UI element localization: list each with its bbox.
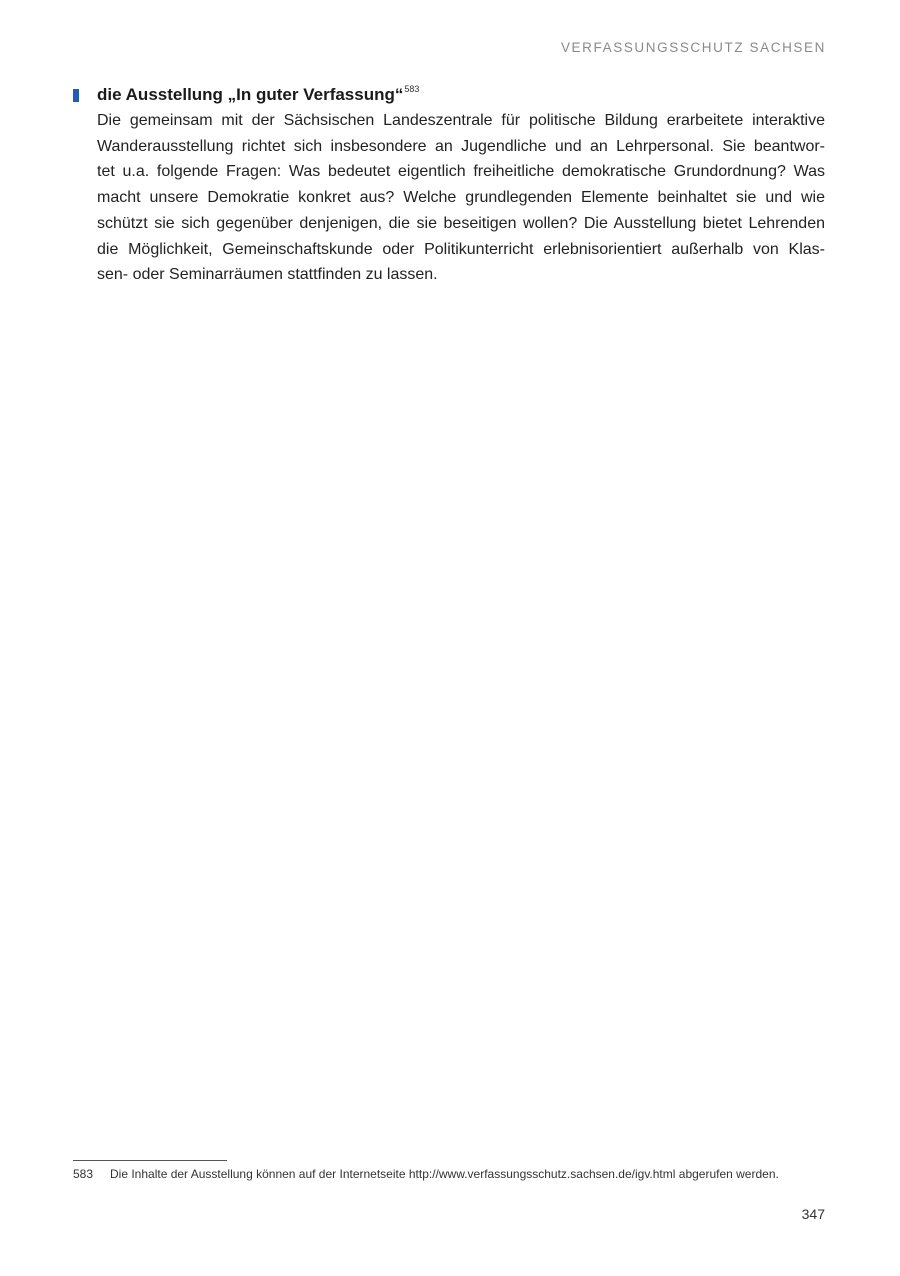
footnote-text: Die Inhalte der Ausstellung können auf der Internetseite http://www.verfassungsschutz.sachsen.de/igv.html abgerufen werden.: [110, 1167, 779, 1181]
footnote-divider: [73, 1160, 227, 1161]
body-line: Die gemeinsam mit der Sächsischen Landeszentrale für politische Bildung erarbeitete interaktive: [97, 112, 825, 129]
page-number: 347: [801, 1206, 825, 1222]
bullet-marker: [73, 89, 79, 102]
body-line: schützt sie sich gegenüber denjenigen, die sie beseitigen wollen? Die Ausstellung bietet Lehrenden: [97, 214, 825, 232]
body-paragraph: [97, 108, 825, 288]
footnote-number: 583: [73, 1167, 94, 1181]
body-line: die Möglichkeit, Gemeinschaftskunde oder Politikunterricht erlebnisorientiert außerhalb von Klas-: [97, 240, 825, 258]
body-line: tet u.a. folgende Fragen: Was bedeutet eigentlich freiheitliche demokratische Grundordnung? Was: [97, 163, 825, 181]
body-line: Wanderausstellung richtet sich insbesondere an Jugendliche und an Lehrpersonal. Sie beantwor-: [97, 137, 825, 155]
footnote-reference: 583: [404, 84, 420, 94]
footnote: [73, 1167, 779, 1181]
section-heading: [97, 84, 419, 105]
body-line: sen- oder Seminarräumen stattfinden zu lassen.: [97, 266, 438, 284]
running-header: VERFASSUNGSSCHUTZ SACHSEN: [560, 40, 826, 55]
section-heading-text: die Ausstellung „In guter Verfassung“: [97, 85, 404, 104]
body-line: macht unsere Demokratie konkret aus? Welche grundlegenden Elemente beinhaltet sie und wie: [97, 189, 825, 207]
